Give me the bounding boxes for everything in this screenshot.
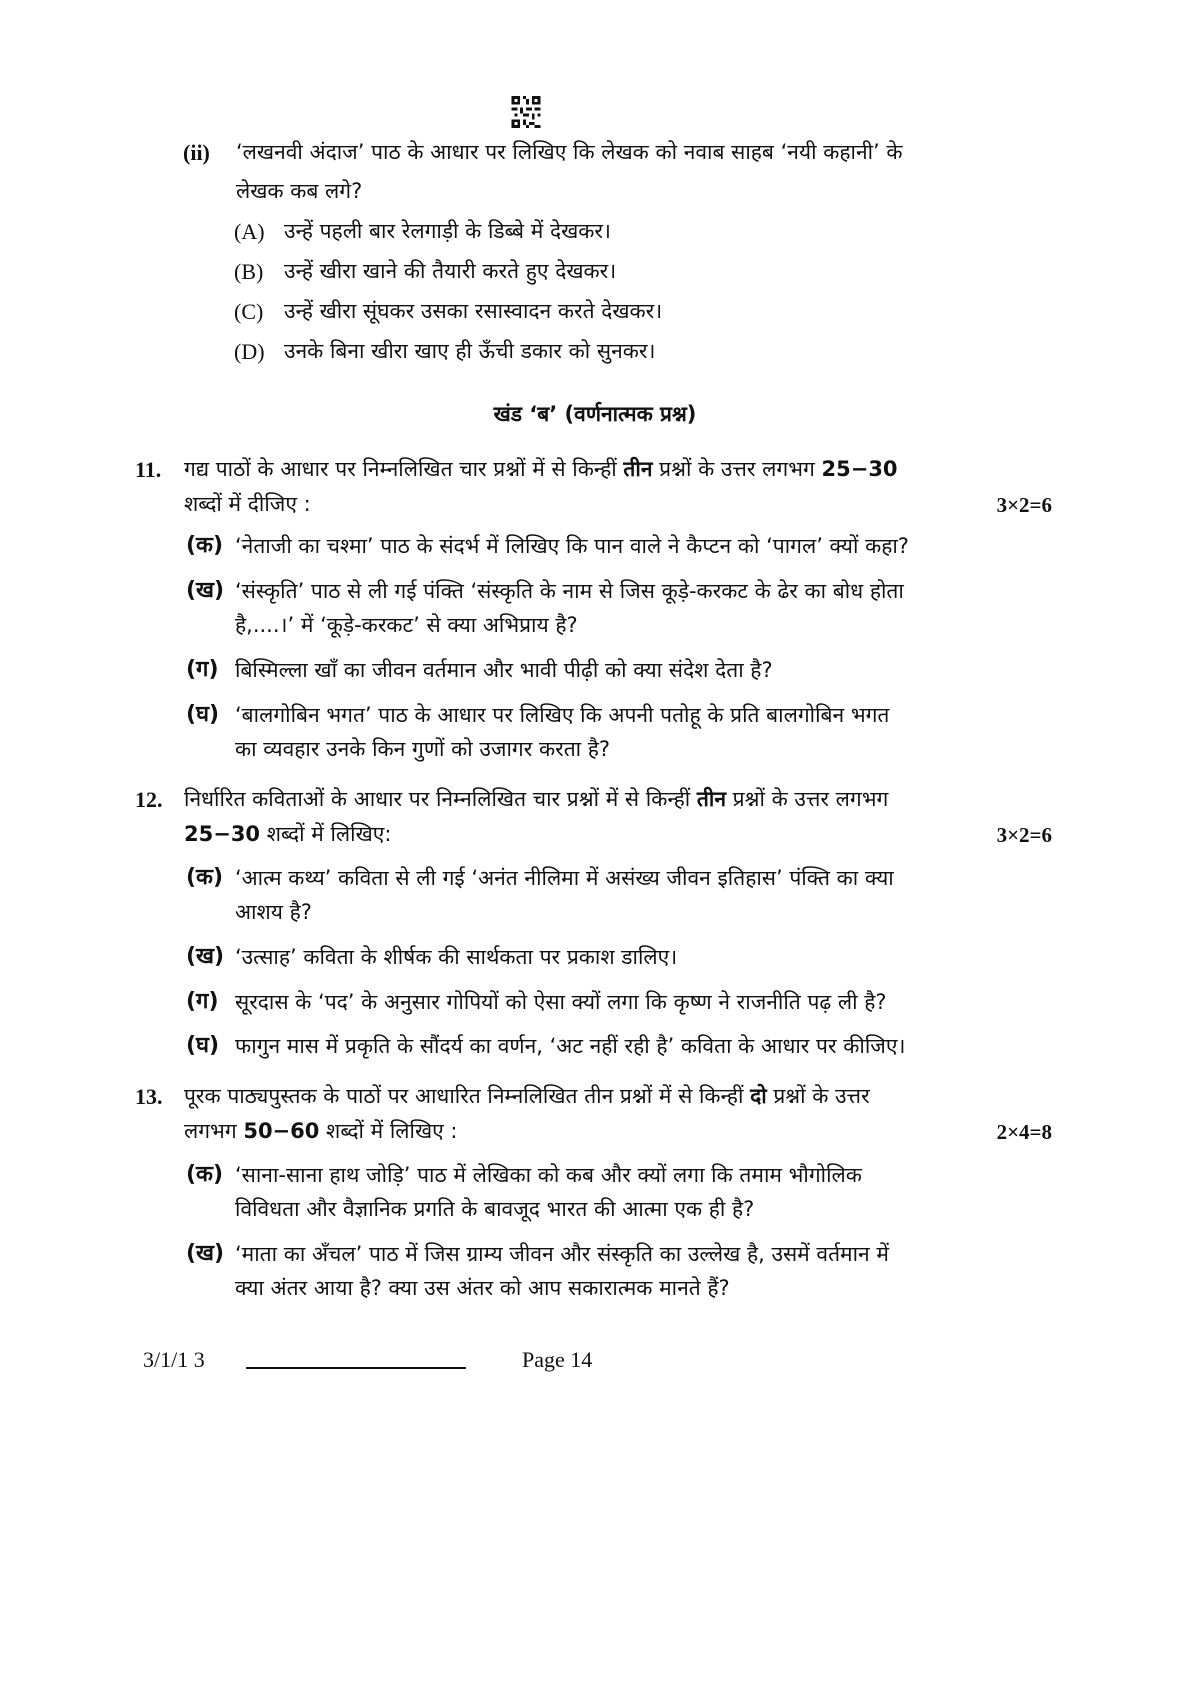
question-number: 12. [135,787,163,812]
section-heading: खंड ‘ब’ (वर्णनात्मक प्रश्न) [493,402,697,426]
option-label: (D) [234,339,265,364]
sub-question-text: बिस्मिल्ला खाँ का जीवन वर्तमान और भावी पीढ़ी को क्या संदेश देता है? [235,658,773,682]
sub-question-text: ‘माता का अँचल’ पाठ में जिस ग्राम्य जीवन और संस्कृति का उल्लेख है, उसमें वर्तमान में [235,1242,889,1266]
sub-question-text: सूरदास के ‘पद’ के अनुसार गोपियों को ऐसा क्यों लगा कि कृष्ण ने राजनीति पढ़ ली है? [235,990,887,1014]
sub-question-label: (क) [186,1162,224,1187]
sub-question-text: ‘संस्कृति’ पाठ से ली गई पंक्ति ‘संस्कृति के नाम से जिस कूड़े-करकट के ढेर का बोध होता [235,579,904,603]
sub-question-text: क्या अंतर आया है? क्या उस अंतर को आप सकारात्मक मानते हैं? [235,1276,730,1300]
question-text-line: गद्य पाठों के आधार पर निम्नलिखित चार प्रश्नों में से किन्हीं तीन प्रश्नों के उत्तर लगभग 25−30 [184,457,898,481]
option-label: (C) [234,299,264,324]
marks-label: 3×2=6 [996,493,1052,517]
question-label: (ii) [183,140,210,165]
marks-label: 2×4=8 [996,1120,1052,1144]
option-text: उन्हें पहली बार रेलगाड़ी के डिब्बे में देखकर। [284,219,611,243]
marks-label: 3×2=6 [996,823,1052,847]
question-text-line: निर्धारित कविताओं के आधार पर निम्नलिखित चार प्रश्नों में से किन्हीं तीन प्रश्नों के उत्तर लगभग [184,787,889,811]
sub-question-text: फागुन मास में प्रकृति के सौंदर्य का वर्णन, ‘अट नहीं रही है’ कविता के आधार पर कीजिए। [235,1034,906,1058]
question-number: 11. [135,457,162,482]
sub-question-label: (ग) [186,657,219,682]
footer-divider [246,1367,466,1369]
question-number: 13. [135,1084,163,1109]
option-label: (B) [234,259,264,284]
sub-question-text: ‘आत्म कथ्य’ कविता से ली गई ‘अनंत नीलिमा में असंख्य जीवन इतिहास’ पंक्ति का क्या [235,866,894,890]
sub-question-label: (क) [186,533,224,558]
question-text-line: पूरक पाठ्यपुस्तक के पाठों पर आधारित निम्नलिखित तीन प्रश्नों में से किन्हीं दो प्रश्नों के उत्तर [184,1084,870,1108]
option-text: उनके बिना खीरा खाए ही ऊँची डकार को सुनकर। [284,339,656,363]
option-text: उन्हें खीरा खाने की तैयारी करते हुए देखकर। [284,259,617,283]
sub-question-label: (ग) [186,989,219,1014]
paper-code: 3/1/1 3 [143,1347,205,1372]
sub-question-text: है,....।’ में ‘कूड़े-करकट’ से क्या अभिप्राय है? [235,613,578,637]
sub-question-label: (घ) [186,702,220,727]
sub-question-text: ‘साना-साना हाथ जोड़ि’ पाठ में लेखिका को कब और क्यों लगा कि तमाम भौगोलिक [235,1163,862,1187]
sub-question-text: विविधता और वैज्ञानिक प्रगति के बावजूद भारत की आत्मा एक ही है? [235,1197,755,1221]
sub-question-label: (ख) [186,944,225,969]
option-text: उन्हें खीरा सूंघकर उसका रसास्वादन करते देखकर। [284,299,663,323]
question-text-line: 25−30 शब्दों में लिखिए: [184,822,392,846]
sub-question-label: (घ) [186,1033,220,1058]
sub-question-text: का व्यवहार उनके किन गुणों को उजागर करता है? [235,737,611,761]
option-label: (A) [234,219,265,244]
question-text-line: लगभग 50−60 शब्दों में लिखिए : [184,1119,458,1143]
sub-question-label: (ख) [186,578,225,603]
qr-code-icon [511,96,541,128]
sub-question-text: ‘नेताजी का चश्मा’ पाठ के संदर्भ में लिखिए कि पान वाले ने कैप्टन को ‘पागल’ क्यों कहा? [235,534,909,558]
sub-question-text: ‘बालगोबिन भगत’ पाठ के आधार पर लिखिए कि अपनी पतोहू के प्रति बालगोबिन भगत [235,703,890,727]
question-text-line: लेखक कब लगे? [236,179,363,203]
sub-question-label: (क) [186,865,224,890]
sub-question-text: आशय है? [235,900,312,924]
question-text-line: शब्दों में दीजिए : [184,492,311,516]
question-text-line: ‘लखनवी अंदाज’ पाठ के आधार पर लिखिए कि लेखक को नवाब साहब ‘नयी कहानी’ के [236,140,903,164]
page-number: Page 14 [522,1347,593,1372]
sub-question-label: (ख) [186,1241,225,1266]
sub-question-text: ‘उत्साह’ कविता के शीर्षक की सार्थकता पर प्रकाश डालिए। [235,945,678,969]
